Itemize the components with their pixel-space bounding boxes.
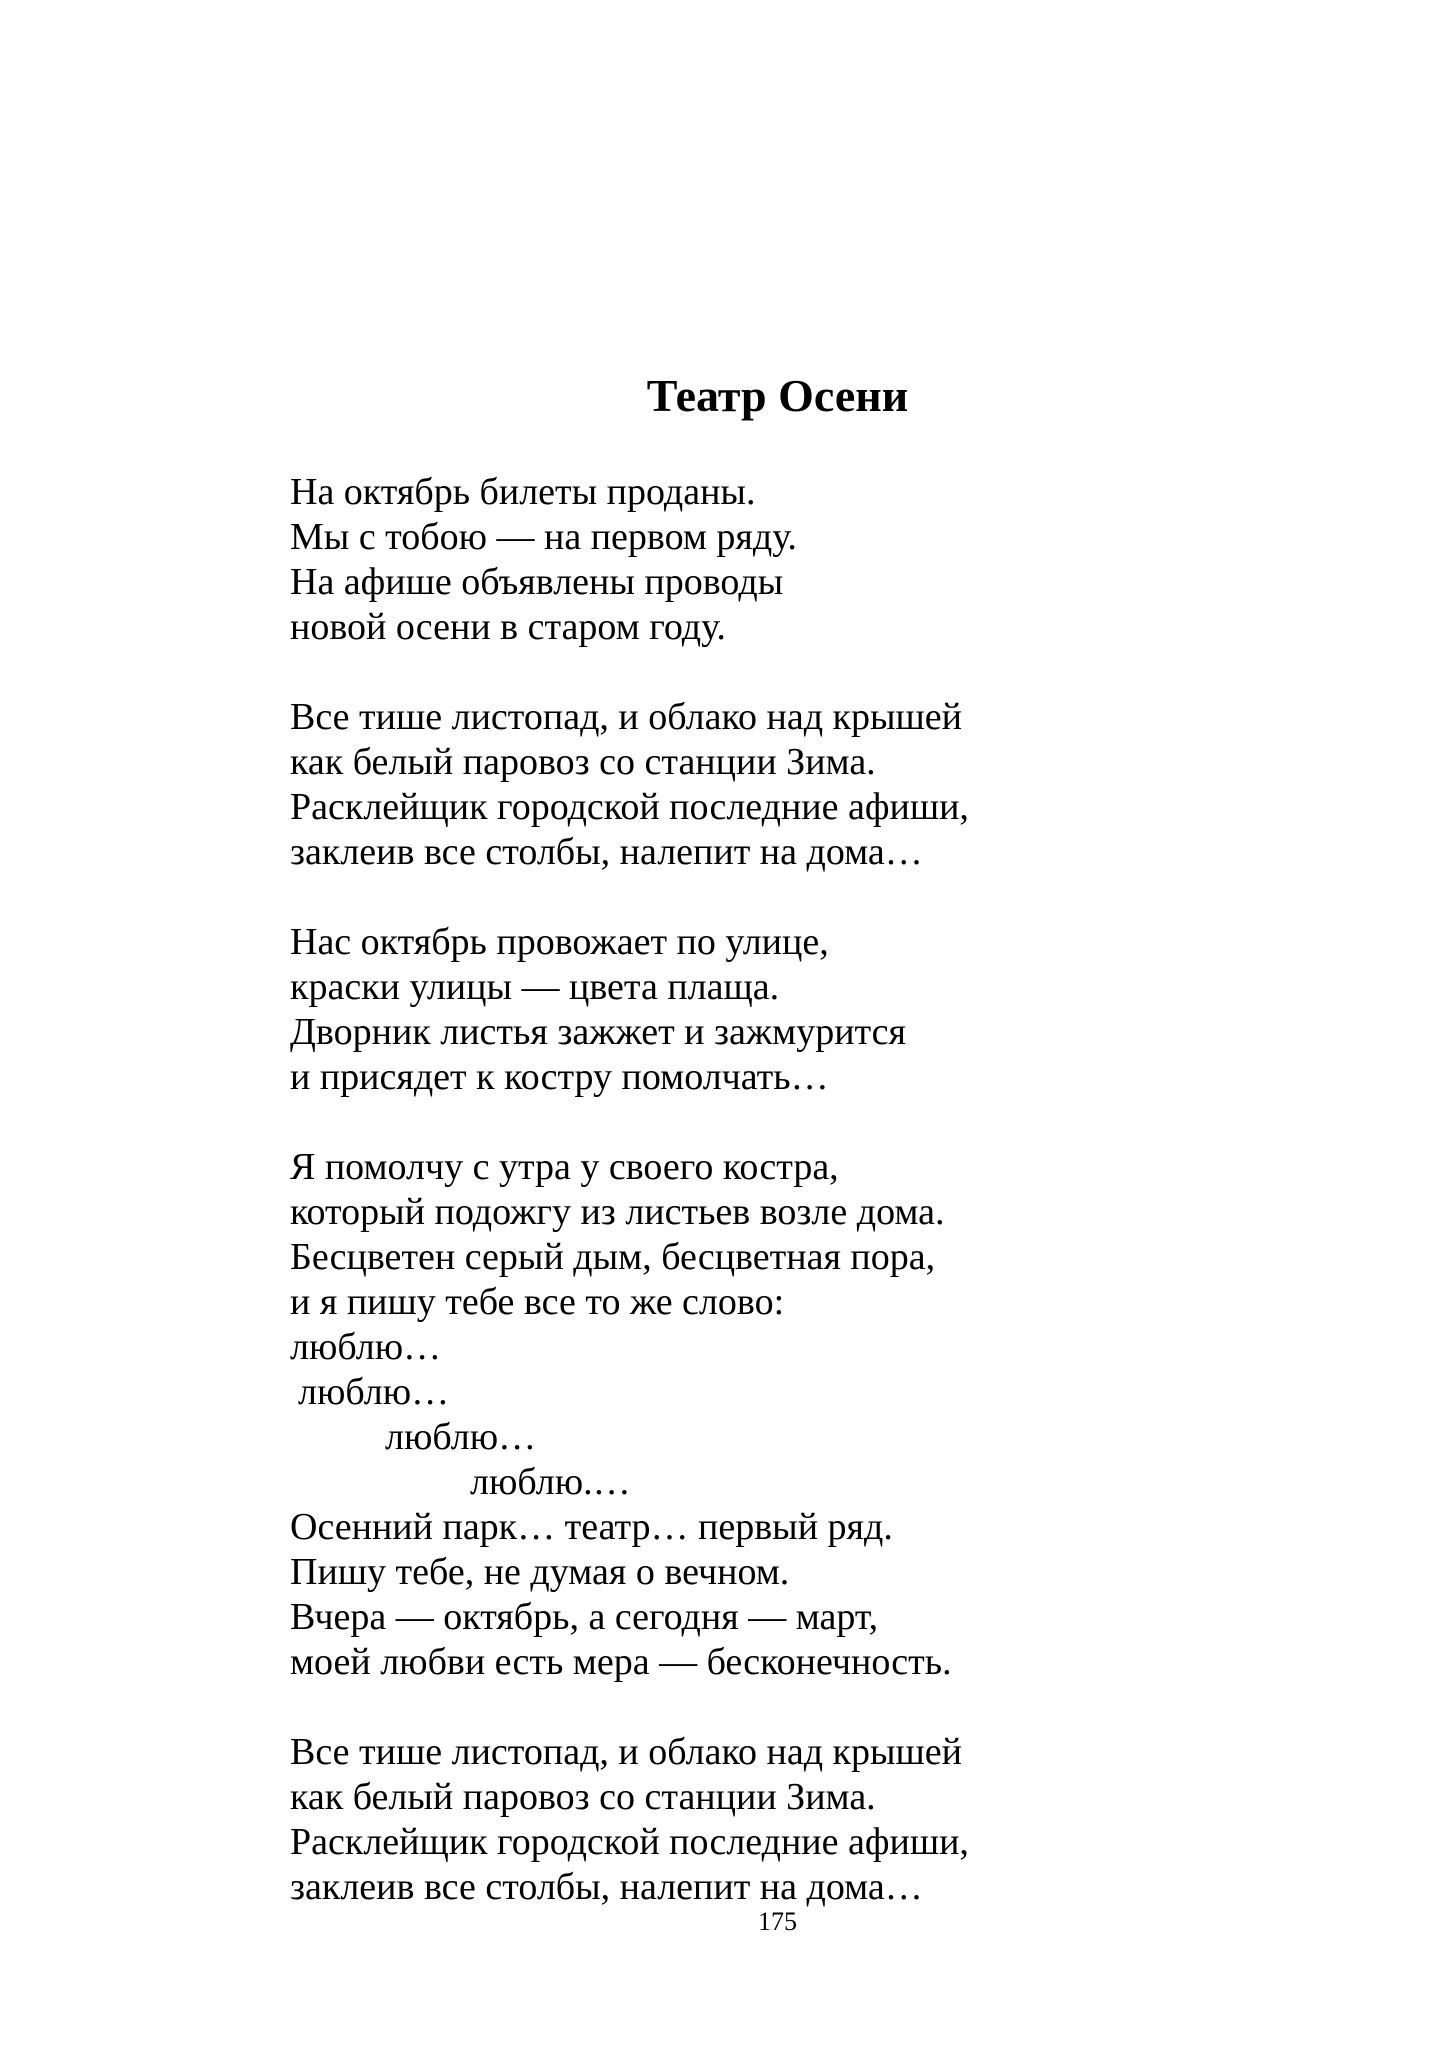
poem-line: На афише объявлены проводы [290,561,784,603]
poem-line: Я помолчу с утра у своего костра, [290,1146,839,1188]
poem-line: Бесцветен серый дым, бесцветная пора, [290,1236,936,1278]
poem-line: Расклейщик городской последние афиши, [290,1821,969,1863]
stanza-5 [290,1730,1390,1910]
poem-line: как белый паровоз со станции Зима. [290,1776,876,1818]
poem-line: заклеив все столбы, налепит на дома… [290,1866,923,1908]
poem-line: На октябрь билеты проданы. [290,471,756,513]
poem-line: Все тише листопад, и облако над крышей [290,1731,962,1773]
poem-line-lublu-4: люблю.… [470,1461,631,1503]
poem-line: и присядет к костру помолчать… [290,1056,829,1098]
poem-line: заклеив все столбы, налепит на дома… [290,831,923,873]
page-number: 175 [758,1907,797,1936]
stanza-3 [290,920,1390,1100]
poem-line: Дворник листья зажжет и зажмурится [290,1011,906,1053]
stanza-4 [290,1145,1390,1685]
poem-line: Осенний парк… театр… первый ряд. [290,1506,893,1548]
stanza-1 [290,470,1390,650]
poem-line: Нас октябрь провожает по улице, [290,921,829,963]
poem-line: Все тише листопад, и облако над крышей [290,696,962,738]
poem-line: и я пишу тебе все то же слово: [290,1281,785,1323]
poem-line: Вчера — октябрь, а сегодня — март, [290,1596,879,1638]
poem-line: Расклейщик городской последние афиши, [290,786,969,828]
poem-line-lublu-3: люблю… [385,1416,537,1458]
poem-line: который подожгу из листьев возле дома. [290,1191,945,1233]
poem-body [290,470,1390,1955]
poem-line: новой осени в старом году. [290,606,726,648]
poem-title: Театр Осени [646,370,909,421]
stanza-2 [290,695,1390,875]
poem-line: моей любви есть мера — бесконечность. [290,1641,952,1683]
poem-line: Пишу тебе, не думая о вечном. [290,1551,790,1593]
poem-line: Мы с тобою — на первом ряду. [290,516,797,558]
poem-line: как белый паровоз со станции Зима. [290,741,876,783]
poem-line: краски улицы — цвета плаща. [290,966,780,1008]
poem-line-lublu-1: люблю… [290,1326,442,1368]
poem-line-lublu-2: люблю… [298,1371,450,1413]
